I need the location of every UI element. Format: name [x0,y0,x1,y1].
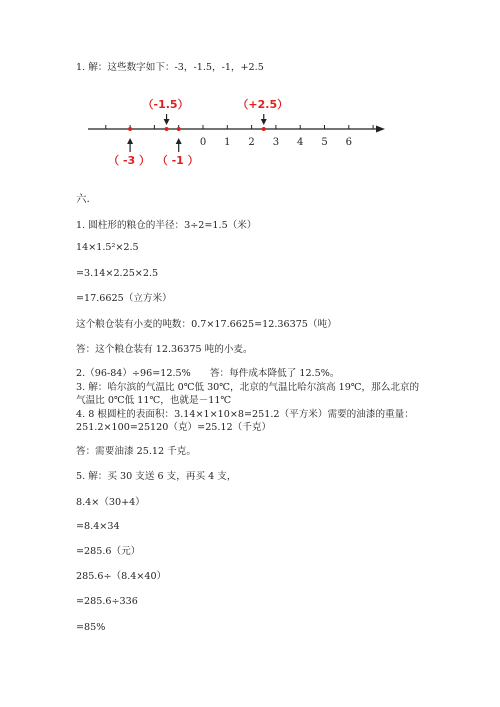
point-label: （+2.5） [237,98,289,111]
tick-label: 1 [224,137,231,148]
text-line: 14×1.5²×2.5 [76,242,139,253]
text-line: 六. [76,193,90,205]
text-line: =17.6625（立方米） [76,293,172,304]
tick-label: 6 [345,137,352,148]
text-line: 答：这个粮仓装有 12.36375 吨的小麦。 [76,344,253,355]
text-line: 1. 圆柱形的粮仓的半径：3÷2=1.5（米） [76,220,257,231]
text-line: =285.6÷336 [76,596,138,607]
text-line: =3.14×2.25×2.5 [76,268,159,279]
text-line: 285.6÷（8.4×40） [76,571,167,582]
point-label: （ -1 ） [156,154,199,167]
text-line: =8.4×34 [76,521,120,532]
pointer-arrowhead [164,119,170,125]
pointer-arrowhead [176,138,182,144]
point-label: （-1.5） [142,98,189,111]
text-line: =285.6（元） [76,546,141,557]
pointer-arrowhead [127,138,133,144]
point-dot [128,127,132,131]
text-line: 气温比 0℃低 11℃，也就是－11℃ [76,395,232,406]
point-dot [165,127,169,131]
point-dot [177,127,181,131]
text-line: 8.4×（30+4） [76,497,145,508]
text-line: 5. 解：买 30 支送 6 支，再买 4 支， [76,471,237,482]
point-dot [262,127,266,131]
text-line: 2.（96-84）÷96=12.5% 答：每件成本降低了 12.5%。 [76,368,340,379]
tick-label: 0 [199,137,207,148]
text-line: 4. 8 根圆柱的表面积：3.14×1×10×8=251.2（平方米）需要的油漆的重量： [76,409,414,420]
tick-label: 3 [272,137,280,148]
text-line: =85% [76,622,106,633]
tick-label: 5 [321,137,328,148]
point-label: （ -3 ） [108,154,151,167]
axis-arrow [376,126,385,133]
text-line: 3. 解：哈尔滨的气温比 0℃低 30℃，北京的气温比哈尔滨高 19℃，那么北京的 [76,382,420,393]
text-line: 1. 解：这些数字如下：-3，-1.5，-1，+2.5 [76,62,264,73]
text-line: 251.2×100=25120（克）=25.12（千克） [76,422,272,433]
tick-label: 2 [248,137,255,148]
text-line: 这个粮仓装有小麦的吨数：0.7×17.6625=12.36375（吨） [76,319,337,330]
pointer-arrowhead [261,119,267,125]
text-line: 答：需要油漆 25.12 千克。 [76,446,196,457]
tick-label: 4 [297,137,304,148]
